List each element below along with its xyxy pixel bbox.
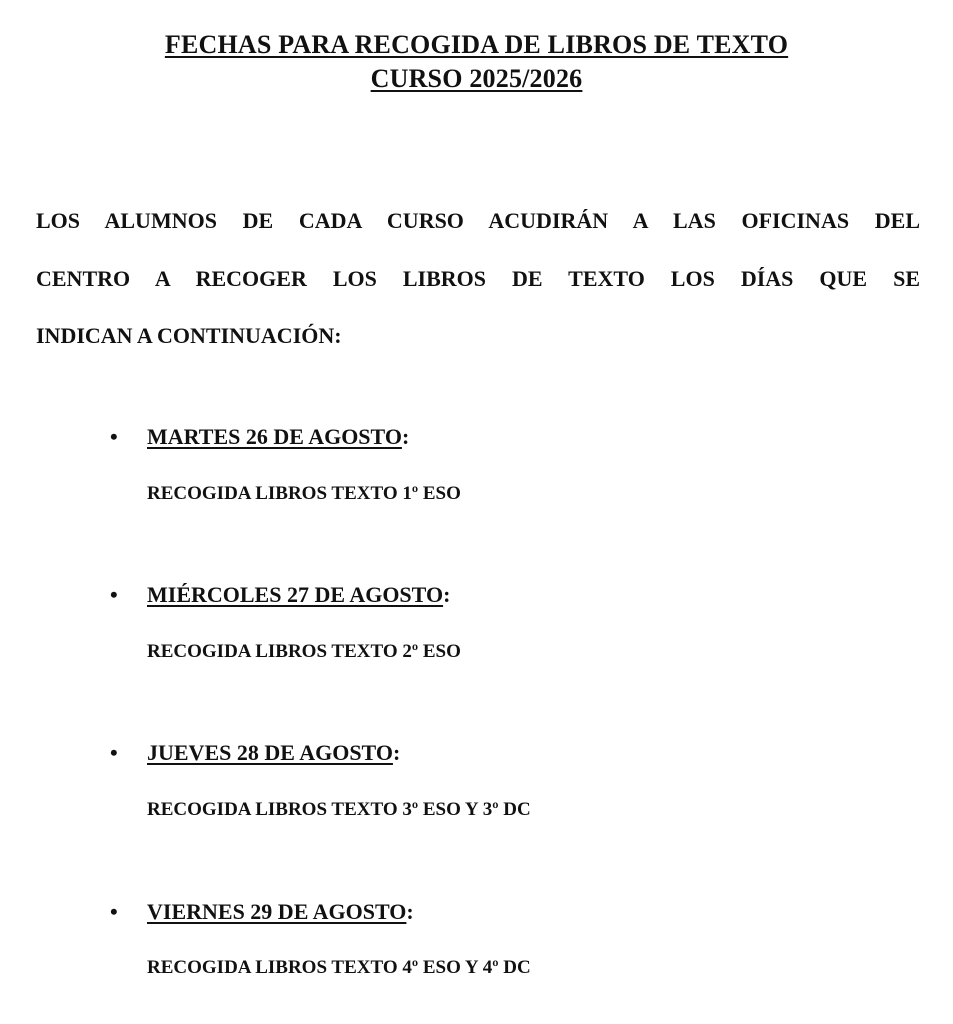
date-colon: : — [392, 740, 401, 765]
intro-line-2: CENTRO A RECOGER LOS LIBROS DE TEXTO LOS DÍAS QUE SE — [36, 266, 920, 291]
schedule-description: RECOGIDA LIBROS TEXTO 4º ESO Y 4º DC — [147, 957, 531, 978]
schedule-date: MARTES 26 DE AGOSTO — [147, 424, 402, 449]
intro-line-1: LOS ALUMNOS DE CADA CURSO ACUDIRÁN A LAS OFICINAS DEL — [36, 208, 920, 233]
bullet-icon: • — [110, 899, 118, 924]
date-colon: : — [443, 582, 451, 607]
title-line-1: FECHAS PARA RECOGIDA DE LIBROS DE TEXTO — [164, 30, 789, 59]
bullet-icon: • — [110, 740, 118, 765]
date-colon: : — [401, 424, 410, 449]
bullet-icon: • — [110, 424, 118, 449]
schedule-description: RECOGIDA LIBROS TEXTO 2º ESO — [147, 641, 461, 662]
schedule-date-line — [147, 740, 400, 766]
schedule-date: JUEVES 28 DE AGOSTO — [147, 740, 393, 765]
schedule-description: RECOGIDA LIBROS TEXTO 1º ESO — [147, 483, 461, 504]
schedule-date: MIÉRCOLES 27 DE AGOSTO — [147, 582, 444, 607]
schedule-date: VIERNES 29 DE AGOSTO — [147, 899, 407, 924]
schedule-date-line — [147, 582, 450, 608]
schedule-description: RECOGIDA LIBROS TEXTO 3º ESO Y 3º DC — [147, 799, 531, 820]
schedule-date-line — [147, 899, 414, 925]
date-colon: : — [406, 899, 414, 924]
intro-line-3: INDICAN A CONTINUACIÓN: — [36, 323, 342, 348]
schedule-date-line — [147, 424, 409, 450]
document-title — [0, 30, 953, 60]
title-line-2: CURSO 2025/2026 — [370, 64, 583, 93]
bullet-icon: • — [110, 582, 118, 607]
document-subtitle — [0, 64, 953, 94]
